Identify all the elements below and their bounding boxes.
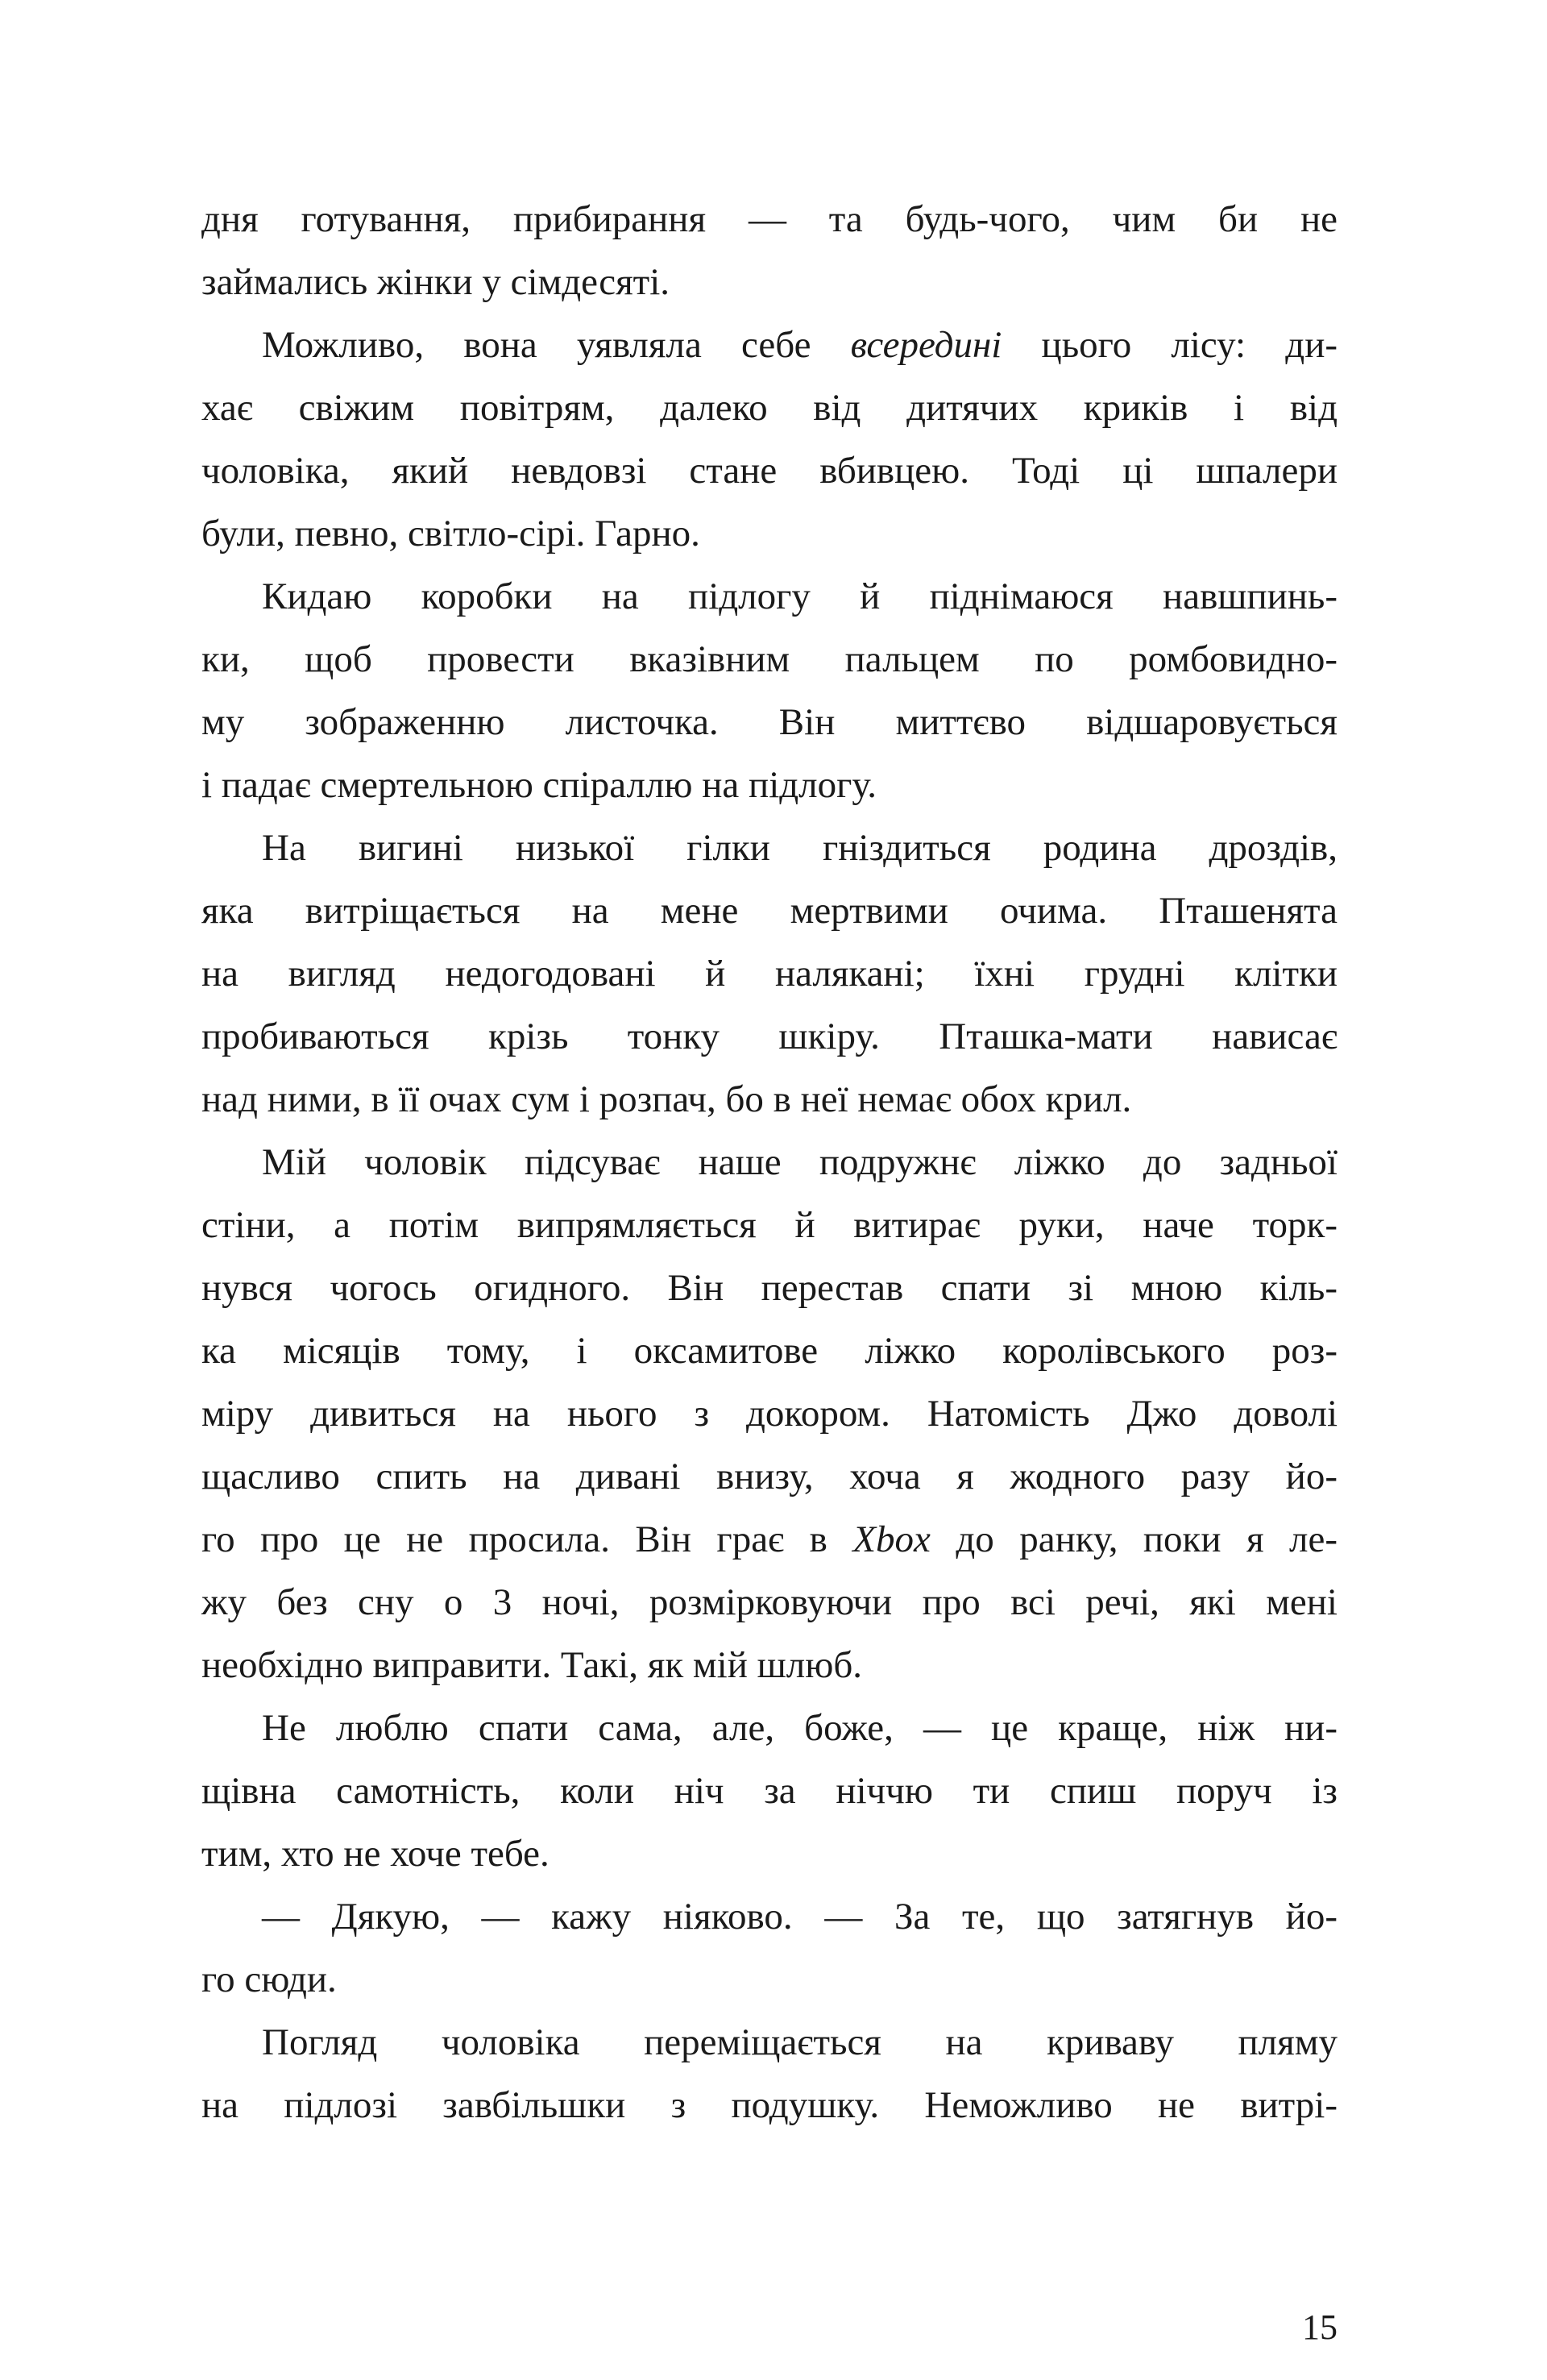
text-line [201,1131,1338,1194]
text-segment: ки, щоб провести вказівним пальцем по ромбовидно- [201,638,1338,680]
text-line [201,2011,1338,2074]
text-segment: Можливо, вона уявляла себе [262,324,851,366]
text-line [201,502,1338,565]
text-line [201,1068,1338,1131]
italic-text: Xbox [852,1518,931,1560]
text-segment: цього лісу: ди- [1002,324,1338,366]
text-line [201,1571,1338,1634]
text-line [201,691,1338,754]
text-line [201,1382,1338,1445]
text-segment: стіни, а потім випрямляється й витирає руки, наче торк- [201,1204,1338,1246]
text-segment: го про це не просила. Він грає в [201,1518,853,1560]
text-segment: хає свіжим повітрям, далеко від дитячих криків і від [201,387,1338,429]
text-segment: щасливо спить на дивані внизу, хоча я жодного разу йо- [201,1456,1338,1497]
text-segment: були, певно, світло-сірі. Гарно. [201,513,700,555]
text-line [201,565,1338,628]
text-line [201,1634,1338,1697]
text-segment: жу без сну о 3 ночі, розмірковуючи про всі речі, які мені [201,1581,1338,1623]
text-line [201,1508,1338,1571]
text-line [201,1445,1338,1508]
text-segment: Погляд чоловіка переміщається на криваву пляму [262,2021,1338,2063]
text-line [201,1822,1338,1885]
text-line [201,1697,1338,1759]
text-segment: — Дякую, — кажу ніяково. — За те, що затягнув йо- [262,1896,1338,1938]
text-segment: пробиваються крізь тонку шкіру. Пташка-мати нависає [201,1016,1338,1057]
text-segment: Кидаю коробки на підлогу й піднімаюся навшпинь- [262,575,1338,617]
text-line [201,816,1338,879]
text-segment: Не люблю спати сама, але, боже, — це краще, ніж ни- [262,1707,1338,1749]
text-line [201,628,1338,691]
text-segment: чоловіка, який невдовзі стане вбивцею. Тоді ці шпалери [201,450,1338,492]
text-line [201,2074,1338,2137]
text-segment: Мій чоловік підсуває наше подружнє ліжко до задньої [262,1141,1338,1183]
body-text [201,188,1338,2137]
text-segment: займались жінки у сімдесяті. [201,261,670,303]
text-segment: необхідно виправити. Такі, як мій шлюб. [201,1644,863,1686]
text-segment: го сюди. [201,1958,337,2000]
text-line [201,1759,1338,1822]
text-line [201,1005,1338,1068]
text-segment: на вигляд недогодовані й налякані; їхні грудні клітки [201,953,1338,995]
page-number: 15 [1302,2307,1338,2347]
text-segment: яка витріщається на мене мертвими очима. Пташенята [201,890,1338,932]
text-line [201,942,1338,1005]
text-segment: до ранку, поки я ле- [930,1518,1338,1560]
italic-text: всередині [850,324,1002,366]
text-segment: над ними, в її очах сум і розпач, бо в неї немає обох крил. [201,1078,1132,1120]
text-line [201,1256,1338,1319]
text-line [201,314,1338,376]
text-segment: На вигині низької гілки гніздиться родина дроздів, [262,827,1338,869]
text-line [201,188,1338,251]
text-line [201,439,1338,502]
text-line [201,1194,1338,1256]
text-line [201,1319,1338,1382]
text-segment: дня готування, прибирання — та будь-чого, чим би не [201,198,1338,240]
text-segment: му зображенню листочка. Він миттєво відшаровується [201,701,1338,743]
text-line [201,754,1338,816]
text-segment: і падає смертельною спіраллю на підлогу. [201,764,877,806]
text-line [201,1948,1338,2011]
text-segment: ка місяців тому, і оксамитове ліжко королівського роз- [201,1330,1338,1372]
text-line [201,251,1338,314]
text-line [201,1885,1338,1948]
text-segment: міру дивиться на нього з докором. Натомість Джо доволі [201,1393,1338,1435]
text-segment: нувся чогось огидного. Він перестав спати зі мною кіль- [201,1267,1338,1309]
text-line [201,879,1338,942]
text-line [201,376,1338,439]
text-segment: на підлозі завбільшки з подушку. Неможливо не витрі- [201,2084,1338,2126]
text-segment: щівна самотність, коли ніч за ніччю ти спиш поруч із [201,1770,1338,1812]
text-segment: тим, хто не хоче тебе. [201,1833,550,1875]
